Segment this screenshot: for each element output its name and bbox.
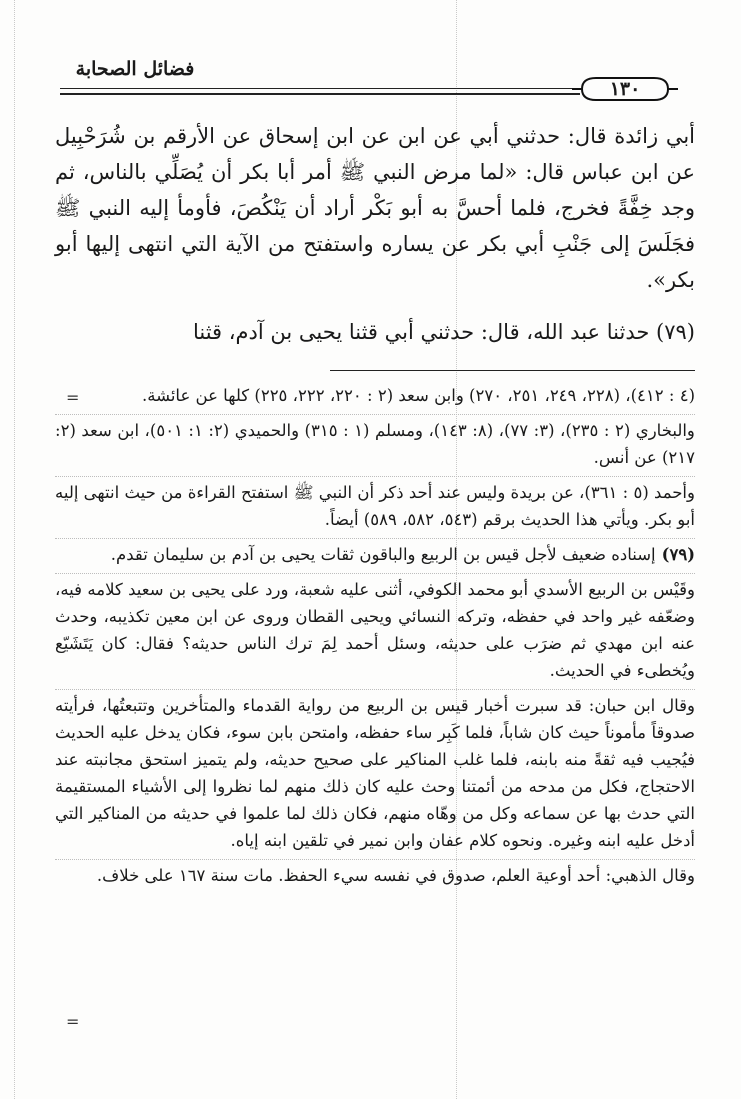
hadith-79-line [55,314,695,350]
footnote-block: وقال الذهبي: أحد أوعية العلم، صدوق في نفسه سيء الحفظ. مات سنة ١٦٧ على خلاف. [55,859,695,889]
footnote-block: وقَيْس بن الربيع الأسدي أبو محمد الكوفي، أثنى عليه شعبة، ورد على يحيى بن سعيد كلامه فيه، وضعّفه غير واحد في حفظه، وتركه النسائي ويحيى القطان وروى عن ابن معين تكذيبه، وحدث عنه ابن مهدي ثم ضرَب على حديثه، وسئل أحمد لِمَ ترك الناس حديثه؟ فقال: كان يَتَشَيّع ويُخطىء في الحديث. [55,573,695,684]
footnote-continuation-marker: = [66,388,80,407]
footnote-block: وأحمد (٥ : ٣٦١)، عن بريدة وليس عند أحد ذكر أن النبي ﷺ استفتح القراءة من حيث انتهى إليه أبو بكر. ويأتي هذا الحديث برقم (٥٤٣، ٥٨٢، ٥٨٩) أيضاً. [55,476,695,533]
hadith-79-opening [55,314,695,350]
footnotes [55,380,695,894]
page-number-frame [572,76,678,102]
footnote-block: (٤ : ٤١٢)، (٢٢٨، ٢٤٩، ٢٥١، ٢٧٠) وابن سعد (٢ : ٢٢٠، ٢٢٢، ٢٢٥) كلها عن عائشة. [142,386,695,405]
main-text-body [55,118,695,298]
footnote-end-marker: = [66,1012,80,1031]
left-edge-dots [14,0,15,1099]
footnote-79-text: إسناده ضعيف لأجل قيس بن الربيع والباقون ثقات يحيى بن آدم بن سليمان تقدم. [110,545,656,564]
hadith-number: (٧٩) [656,320,695,344]
hadith-text-paragraph: أبي زائدة قال: حدثني أبي عن ابن عن ابن إسحاق عن الأرقم بن شُرَحْبِيل عن ابن عباس قال: «لما مرض النبي ﷺ أمر أبا بكر أن يُصَلِّي بالناس، ثم وجد خِفَّةً فخرج، فلما أحسَّ به أبو بَكْر أراد أن يَنْكُصَ، فأومأ إليه النبي ﷺ فجَلَسَ إلى جَنْبِ أبي بكر عن يساره واستفتح من الآية التي انتهى إليها أبو بكر». [55,124,695,292]
footnote-number: (٧٩) [661,545,695,564]
footnote-block: وقال ابن حبان: قد سبرت أخبار قيس بن الربيع من رواية القدماء والمتأخرين وتتبعتُها، فرأيته صدوقاً مأموناً حيث كان شاباً، فلما كَبِر ساء حفظه، وامتحن بابن سوء، فكان يدخل عليه الحديث فيُجيب فيه ثقةً منه بابنه، فلما غلب المناكير على صحيح حديثه، ولم يتميز استحق مجانبته عند الاحتجاج، فكل من مدحه من أئمتنا وحث عليه كان ذلك منهم لما نظروا إلى الأشياء المستقيمة التي حدث بها عن سماعه وكل من وهّاه منهم، فكان ذلك لما علموا في حديثه من المناكير التي أدخل عليه ابنه وغيره. ونحوه كلام عفان وابن نمير في تلقين ابنه إياه. [55,689,695,854]
footnote-79 [55,538,695,568]
page-header-title: فضائل الصحابة [75,58,195,80]
page-number: ١٣٠ [609,78,641,100]
hadith-79-text: حدثنا عبد الله، قال: حدثني أبي قثنا يحيى بن آدم، قثنا [192,320,650,344]
header-rule-thick [60,93,580,95]
footnote-block: والبخاري (٢ : ٢٣٥)، (٣: ٧٧)، (٨: ١٤٣)، ومسلم (١ : ٣١٥) والحميدي (٢: ١: ٥٠١)، ابن سعد (٢: ٢١٧) عن أنس. [55,414,695,471]
header-rule [60,88,580,89]
footnote-separator [330,370,695,371]
